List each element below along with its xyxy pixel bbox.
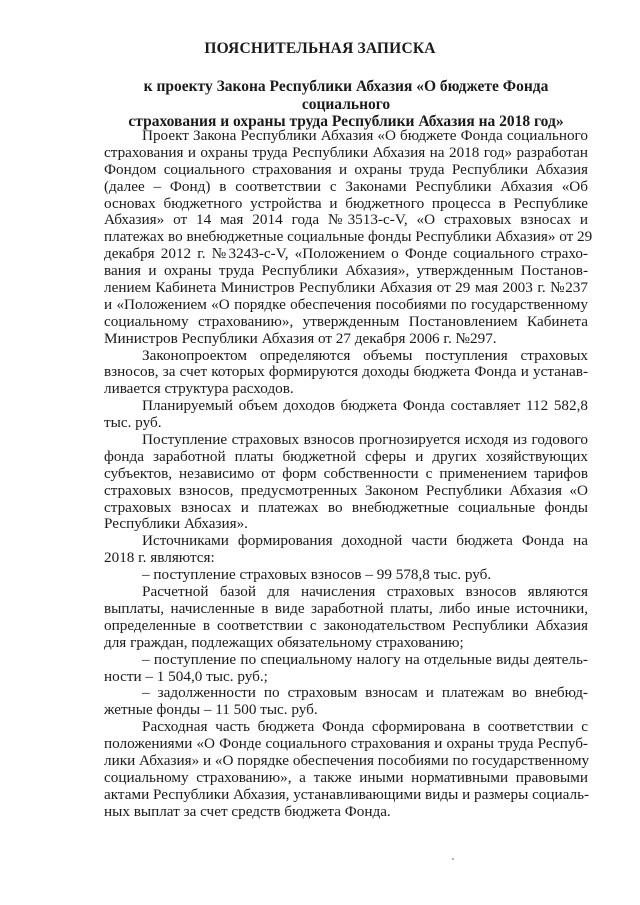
paragraph-line: вания и охраны труда Республики Абхазия», утвержденным Постанов- [104,262,588,280]
paragraph-line: – поступление страховых взносов – 99 578,8 тыс. руб. [142,566,492,584]
subtitle-line: страхования и охраны труда Республики Абхазия на 2018 год» [128,113,564,130]
paragraph-line: Республики Абхазия». [104,515,248,533]
paragraph-line: актами Республики Абхазия, устанавливающими виды и размеры социаль- [104,785,590,803]
paragraph-line: Министров Республики Абхазия от 27 декабря 2006 г. №297. [104,329,497,347]
paragraph-line: социальному страхованию», утвержденным Постановлением Кабинета [104,312,588,330]
subtitle-line: к проекту Закона Республики Абхазия «О бюджете Фонда социального [143,78,549,113]
paragraph [104,719,588,820]
paragraph-line: жетные фонды – 11 500 тыс. руб. [104,701,318,719]
paragraph-line: социальному страхованию», а также иными нормативными правовыми [104,768,588,786]
paragraph [104,685,588,719]
paragraph [104,652,588,686]
paragraph-line: для граждан, подлежащих обязательному страхованию; [104,633,464,651]
paragraph-line: Поступление страховых взносов прогнозируется исходя из годового [142,431,588,449]
paragraph-line: ных выплат за счет средств бюджета Фонда. [104,802,391,820]
paragraph-line: ности – 1 504,0 тыс. руб.; [104,667,268,685]
document-body [104,127,593,821]
paragraph-line: Планируемый объем доходов бюджета Фонда составляет 112 582,8 [142,397,588,415]
paragraph-line: (далее – Фонд) в соответствии с Законами Республики Абхазия «Об [104,177,588,195]
paragraph-line: лики Абхазия» и «О порядке обеспечения пособиями по государственному [104,751,590,769]
paragraph-line: – поступление по специальному налогу на отдельные виды деятель- [142,650,588,668]
paragraph-line: Абхазия» от 14 мая 2014 года №3513-с-V, «О страховых взносах и [104,211,588,229]
paragraph-line: определенные в соответствии с законодательством Республики Абхазия [104,616,588,634]
paragraph [104,432,588,533]
scan-speck [452,858,454,860]
paragraph-line: и «Положением «О порядке обеспечения пособиями по государственному [104,295,588,313]
paragraph-line: платежах во внебюджетные социальные фонды Республики Абхазия» от 29 [104,228,593,246]
paragraph-line: взносов, за счет которых формируются доходы бюджета Фонда и устанав- [104,363,588,381]
paragraph-line: Расчетной базой для начисления страховых взносов являются [142,583,588,601]
paragraph-line: тыс. руб. [104,414,162,432]
paragraph-line: страховых взносов, предусмотренных Законом Республики Абхазия «О [104,481,588,499]
paragraph-line: Источниками формирования доходной части бюджета Фонда на [142,532,588,550]
paragraph-line: Фондом социального страхования и охраны труда Республики Абхазия [104,160,588,178]
paragraph-line: декабря 2012 г. №3243-с-V, «Положением о Фонде социального страхо- [104,245,588,263]
paragraph-line: выплаты, начисленные в виде заработной платы, либо иные источники, [104,599,588,617]
paragraph-line: фонда заработной платы бюджетной сферы и других хозяйствующих [104,447,588,465]
paragraph-line: 2018 г. являются: [104,549,215,567]
paragraph [104,398,588,432]
paragraph [104,584,588,652]
paragraph-line: страхования и охраны труда Республики Абхазия на 2018 год» разработан [104,143,588,161]
paragraph-line: Проект Закона Республики Абхазия «О бюджете Фонда социального [142,127,588,144]
paragraph-line: страховых взносах и платежах во внебюджетные социальные фонды [104,498,588,516]
document-title: ПОЯСНИТЕЛЬНАЯ ЗАПИСКА [204,40,436,57]
paragraph [104,567,588,584]
paragraph-line: – задолженности по страховым взносам и платежам во внебюд- [142,684,588,702]
paragraph-line: ливается структура расходов. [104,380,294,398]
paragraph-line: субъектов, независимо от форм собственности с применением тарифов [104,464,588,482]
paragraph-line: Законопроектом определяются объемы поступления страховых [142,346,588,364]
paragraph [104,533,588,567]
paragraph [104,348,588,399]
paragraph-line: Расходная часть бюджета Фонда сформирована в соответствии с [142,718,588,736]
paragraph-line: лением Кабинета Министров Республики Абхазия от 29 мая 2003 г. №237 [104,279,588,297]
paragraph-line: основах бюджетного устройства и бюджетного процесса в Республике [104,194,588,212]
document-subtitle [100,78,592,131]
paragraph [104,127,593,348]
paragraph-line: положениями «О Фонде социального страхования и охраны труда Респуб- [104,735,588,753]
